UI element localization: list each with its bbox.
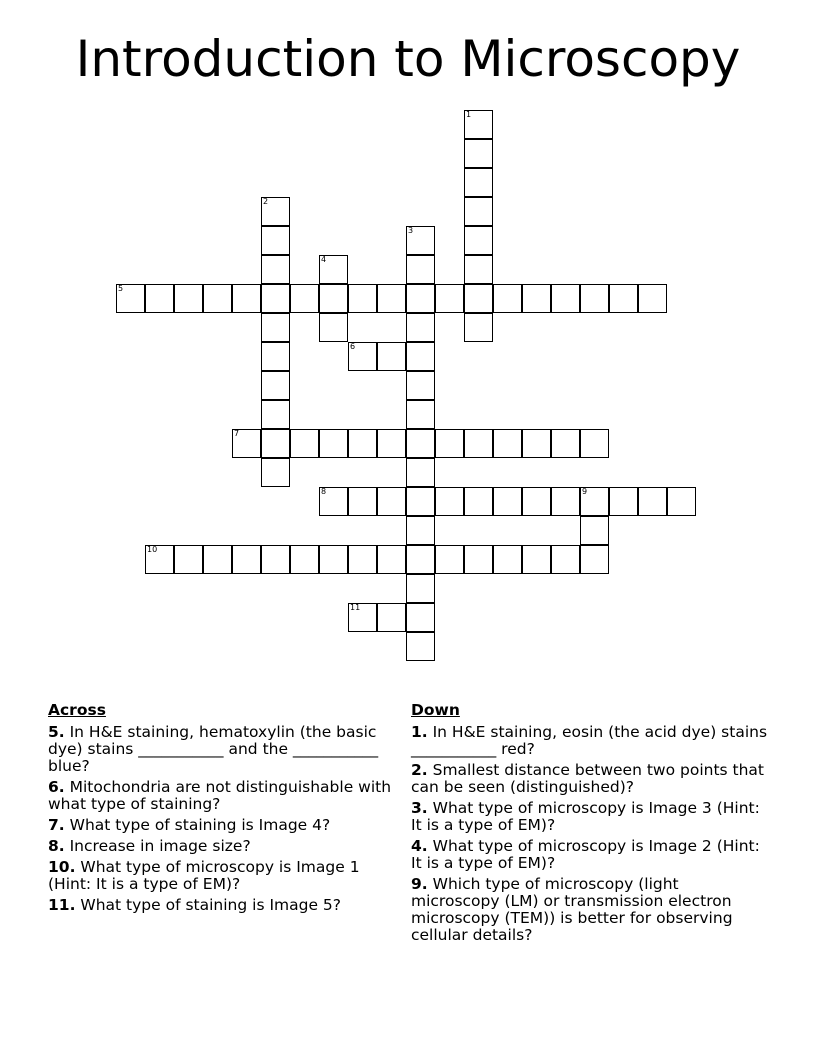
grid-cell[interactable] <box>406 632 435 661</box>
grid-cell[interactable] <box>522 284 551 313</box>
grid-cell[interactable] <box>319 487 348 516</box>
clue-across-7 <box>48 817 393 834</box>
grid-cell[interactable] <box>406 574 435 603</box>
grid-cell[interactable] <box>232 429 261 458</box>
grid-cell[interactable] <box>493 284 522 313</box>
grid-cell[interactable] <box>377 284 406 313</box>
clue-text: What type of staining is Image 5? <box>75 896 342 914</box>
clue-text: What type of microscopy is Image 2 (Hint: It is a type of EM)? <box>411 837 760 872</box>
clue-down-9 <box>411 876 771 944</box>
grid-cell[interactable] <box>580 429 609 458</box>
grid-cell[interactable] <box>348 603 377 632</box>
clue-number: 2. <box>411 761 428 779</box>
clue-number: 6. <box>48 778 65 796</box>
clue-number: 9. <box>411 875 428 893</box>
grid-cell[interactable] <box>377 545 406 574</box>
grid-cell[interactable] <box>261 458 290 487</box>
grid-cell[interactable] <box>406 603 435 632</box>
grid-cell[interactable] <box>116 284 145 313</box>
clue-across-10 <box>48 859 393 893</box>
grid-cell[interactable] <box>464 168 493 197</box>
grid-cell[interactable] <box>319 255 348 284</box>
clue-text: What type of microscopy is Image 1 (Hint: It is a type of EM)? <box>48 858 360 893</box>
grid-cell[interactable] <box>406 255 435 284</box>
grid-cell[interactable] <box>406 284 435 313</box>
clue-number: 10. <box>48 858 76 876</box>
grid-cell[interactable] <box>435 284 464 313</box>
clue-number-label: 3 <box>408 226 414 235</box>
grid-cell[interactable] <box>551 545 580 574</box>
grid-cell[interactable] <box>261 545 290 574</box>
grid-cell[interactable] <box>464 197 493 226</box>
grid-cell[interactable] <box>464 284 493 313</box>
clue-number-label: 8 <box>321 487 327 496</box>
grid-cell[interactable] <box>319 313 348 342</box>
clue-number: 3. <box>411 799 428 817</box>
grid-cell[interactable] <box>406 516 435 545</box>
page-title: Introduction to Microscopy <box>75 30 741 88</box>
across-clues <box>48 702 393 918</box>
grid-cell[interactable] <box>290 429 319 458</box>
grid-cell[interactable] <box>348 545 377 574</box>
clue-number-label: 9 <box>582 487 588 496</box>
clue-across-5 <box>48 724 393 775</box>
grid-cell[interactable] <box>261 255 290 284</box>
down-clues <box>411 702 771 948</box>
clue-text: Which type of microscopy (light microscopy (LM) or transmission electron microscopy (TEM)) is better for observing cellular details? <box>411 875 733 944</box>
clue-number: 1. <box>411 723 428 741</box>
clue-number-label: 11 <box>350 603 361 612</box>
grid-cell[interactable] <box>551 284 580 313</box>
grid-cell[interactable] <box>377 342 406 371</box>
grid-cell[interactable] <box>551 429 580 458</box>
clue-text: What type of staining is Image 4? <box>64 816 331 834</box>
grid-cell[interactable] <box>290 545 319 574</box>
grid-cell[interactable] <box>261 226 290 255</box>
grid-cell[interactable] <box>406 342 435 371</box>
grid-cell[interactable] <box>464 545 493 574</box>
clue-number-label: 6 <box>350 342 356 351</box>
grid-cell[interactable] <box>406 400 435 429</box>
grid-cell[interactable] <box>203 284 232 313</box>
grid-cell[interactable] <box>435 429 464 458</box>
grid-cell[interactable] <box>493 545 522 574</box>
grid-cell[interactable] <box>348 487 377 516</box>
grid-cell[interactable] <box>406 487 435 516</box>
clue-number-label: 7 <box>234 429 240 438</box>
grid-cell[interactable] <box>464 255 493 284</box>
clue-text: Smallest distance between two points that can be seen (distinguished)? <box>411 761 765 796</box>
grid-cell[interactable] <box>232 545 261 574</box>
grid-cell[interactable] <box>145 284 174 313</box>
grid-cell[interactable] <box>377 429 406 458</box>
clue-number-label: 4 <box>321 255 327 264</box>
grid-cell[interactable] <box>464 429 493 458</box>
grid-cell[interactable] <box>348 429 377 458</box>
across-heading: Across <box>48 701 106 719</box>
clue-number-label: 2 <box>263 197 269 206</box>
grid-cell[interactable] <box>319 545 348 574</box>
grid-cell[interactable] <box>406 429 435 458</box>
grid-cell[interactable] <box>261 371 290 400</box>
clue-across-8 <box>48 838 393 855</box>
grid-cell[interactable] <box>551 487 580 516</box>
grid-cell[interactable] <box>464 313 493 342</box>
grid-cell[interactable] <box>667 487 696 516</box>
clue-down-4 <box>411 838 771 872</box>
grid-cell[interactable] <box>406 545 435 574</box>
grid-cell[interactable] <box>174 545 203 574</box>
clue-down-2 <box>411 762 771 796</box>
grid-cell[interactable] <box>580 284 609 313</box>
grid-cell[interactable] <box>580 516 609 545</box>
clue-number: 8. <box>48 837 65 855</box>
grid-cell[interactable] <box>319 429 348 458</box>
grid-cell[interactable] <box>522 487 551 516</box>
grid-cell[interactable] <box>348 284 377 313</box>
clue-number: 11. <box>48 896 76 914</box>
down-heading: Down <box>411 701 460 719</box>
clue-across-11 <box>48 897 393 914</box>
clue-down-1 <box>411 724 771 758</box>
clue-text: In H&E staining, eosin (the acid dye) stains ___________ red? <box>411 723 768 758</box>
grid-cell[interactable] <box>145 545 174 574</box>
grid-cell[interactable] <box>464 226 493 255</box>
clue-number-label: 1 <box>466 110 472 119</box>
grid-cell[interactable] <box>609 284 638 313</box>
clue-text: Mitochondria are not distinguishable with what type of staining? <box>48 778 392 813</box>
grid-cell[interactable] <box>609 487 638 516</box>
clue-number: 7. <box>48 816 65 834</box>
grid-cell[interactable] <box>493 487 522 516</box>
grid-cell[interactable] <box>638 487 667 516</box>
grid-cell[interactable] <box>464 139 493 168</box>
grid-cell[interactable] <box>290 284 319 313</box>
grid-cell[interactable] <box>261 313 290 342</box>
clue-text: What type of microscopy is Image 3 (Hint: It is a type of EM)? <box>411 799 760 834</box>
clue-text: Increase in image size? <box>64 837 251 855</box>
grid-cell[interactable] <box>435 545 464 574</box>
clue-text: In H&E staining, hematoxylin (the basic dye) stains ___________ and the ___________ blue? <box>48 723 379 775</box>
grid-cell[interactable] <box>261 197 290 226</box>
grid-cell[interactable] <box>406 313 435 342</box>
clue-number: 5. <box>48 723 65 741</box>
grid-cell[interactable] <box>406 458 435 487</box>
grid-cell[interactable] <box>464 487 493 516</box>
grid-cell[interactable] <box>203 545 232 574</box>
grid-cell[interactable] <box>406 226 435 255</box>
grid-cell[interactable] <box>522 429 551 458</box>
grid-cell[interactable] <box>261 400 290 429</box>
clue-across-6 <box>48 779 393 813</box>
grid-cell[interactable] <box>522 545 551 574</box>
grid-cell[interactable] <box>377 487 406 516</box>
grid-cell[interactable] <box>377 603 406 632</box>
clue-number: 4. <box>411 837 428 855</box>
grid-cell[interactable] <box>261 284 290 313</box>
grid-cell[interactable] <box>464 110 493 139</box>
grid-cell[interactable] <box>406 371 435 400</box>
grid-cell[interactable] <box>319 284 348 313</box>
grid-cell[interactable] <box>435 487 464 516</box>
grid-cell[interactable] <box>580 545 609 574</box>
grid-cell[interactable] <box>232 284 261 313</box>
grid-cell[interactable] <box>261 429 290 458</box>
grid-cell[interactable] <box>348 342 377 371</box>
clue-number-label: 10 <box>147 545 158 554</box>
clue-down-3 <box>411 800 771 834</box>
grid-cell[interactable] <box>493 429 522 458</box>
grid-cell[interactable] <box>638 284 667 313</box>
clue-number-label: 5 <box>118 284 124 293</box>
grid-cell[interactable] <box>261 342 290 371</box>
grid-cell[interactable] <box>174 284 203 313</box>
grid-cell[interactable] <box>580 487 609 516</box>
